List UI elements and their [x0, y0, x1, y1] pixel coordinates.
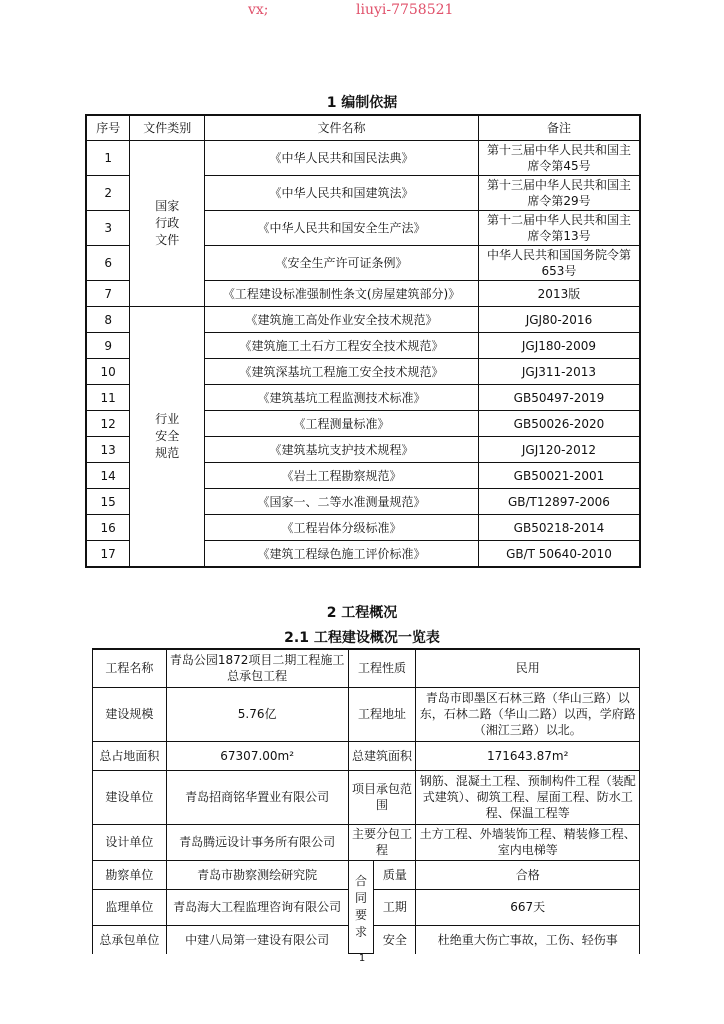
value-subcontract: 土方工程、外墙装饰工程、精装修工程、室内电梯等 — [416, 824, 640, 860]
value-project-name: 青岛公园1872项目二期工程施工总承包工程 — [166, 649, 348, 687]
value-building-area: 171643.87m² — [416, 741, 640, 770]
label-general-contractor: 总承包单位 — [93, 925, 167, 954]
value-owner: 青岛招商铭华置业有限公司 — [166, 770, 348, 824]
label-owner: 建设单位 — [93, 770, 167, 824]
row-number: 13 — [86, 437, 130, 463]
value-address: 青岛市即墨区石林三路（华山三路）以东，石林二路（华山二路）以西，学府路（湘江三路）以北。 — [416, 687, 640, 741]
document-note: GB50497-2019 — [478, 385, 640, 411]
watermark-left: vx; — [248, 2, 269, 18]
document-name: 《建筑深基坑工程施工安全技术规范》 — [205, 359, 479, 385]
value-supervisor: 青岛海大工程监理咨询有限公司 — [166, 889, 348, 925]
row-number: 10 — [86, 359, 130, 385]
document-name: 《建筑基坑支护技术规程》 — [205, 437, 479, 463]
watermark-right: liuyi-7758521 — [356, 2, 454, 18]
value-surveyor: 青岛市勘察测绘研究院 — [166, 860, 348, 889]
document-category: 行业 安全 规范 — [130, 307, 205, 568]
label-quality: 质量 — [374, 860, 416, 889]
section-1-title: 1 编制依据 — [326, 95, 398, 111]
row-number: 15 — [86, 489, 130, 515]
label-supervisor: 监理单位 — [93, 889, 167, 925]
document-name: 《工程岩体分级标准》 — [205, 515, 479, 541]
row-number: 2 — [86, 176, 130, 211]
table-header-row — [86, 115, 640, 141]
document-note: JGJ80-2016 — [478, 307, 640, 333]
document-name: 《工程建设标准强制性条文(房屋建筑部分)》 — [205, 281, 479, 307]
document-note: GB/T12897-2006 — [478, 489, 640, 515]
document-name: 《建筑工程绿色施工评价标准》 — [205, 541, 479, 568]
document-name: 《建筑施工土石方工程安全技术规范》 — [205, 333, 479, 359]
column-header: 文件类别 — [130, 115, 205, 141]
section-2-1-subtitle: 2.1 工程建设概况一览表 — [284, 630, 440, 646]
label-duration: 工期 — [374, 889, 416, 925]
row-number: 14 — [86, 463, 130, 489]
document-note: JGJ311-2013 — [478, 359, 640, 385]
document-name: 《中华人民共和国民法典》 — [205, 141, 479, 176]
document-note: 中华人民共和国国务院令第653号 — [478, 246, 640, 281]
document-name: 《中华人民共和国建筑法》 — [205, 176, 479, 211]
document-note: GB50021-2001 — [478, 463, 640, 489]
row-number: 11 — [86, 385, 130, 411]
value-designer: 青岛腾远设计事务所有限公司 — [166, 824, 348, 860]
value-land-area: 67307.00m² — [166, 741, 348, 770]
document-name: 《国家一、二等水准测量规范》 — [205, 489, 479, 515]
label-address: 工程地址 — [348, 687, 416, 741]
row-number: 3 — [86, 211, 130, 246]
document-name: 《岩土工程勘察规范》 — [205, 463, 479, 489]
label-building-area: 总建筑面积 — [348, 741, 416, 770]
document-note: 2013版 — [478, 281, 640, 307]
table-row — [86, 141, 640, 176]
label-designer: 设计单位 — [93, 824, 167, 860]
document-note: 第十二届中华人民共和国主席令第13号 — [478, 211, 640, 246]
section-2-title: 2 工程概况 — [326, 605, 398, 621]
row-number: 17 — [86, 541, 130, 568]
row-number: 6 — [86, 246, 130, 281]
document-name: 《工程测量标准》 — [205, 411, 479, 437]
document-name: 《安全生产许可证条例》 — [205, 246, 479, 281]
value-duration: 667天 — [416, 889, 640, 925]
row-number: 7 — [86, 281, 130, 307]
overview-table — [92, 648, 640, 954]
basis-table — [85, 114, 641, 568]
value-project-nature: 民用 — [416, 649, 640, 687]
document-name: 《中华人民共和国安全生产法》 — [205, 211, 479, 246]
table-row — [86, 307, 640, 333]
row-number: 1 — [86, 141, 130, 176]
label-land-area: 总占地面积 — [93, 741, 167, 770]
label-surveyor: 勘察单位 — [93, 860, 167, 889]
column-header: 备注 — [478, 115, 640, 141]
column-header: 序号 — [86, 115, 130, 141]
value-scale: 5.76亿 — [166, 687, 348, 741]
document-category: 国家 行政 文件 — [130, 141, 205, 307]
row-number: 16 — [86, 515, 130, 541]
value-general-contractor: 中建八局第一建设有限公司 — [166, 925, 348, 954]
value-safety: 杜绝重大伤亡事故，工伤、轻伤事 — [416, 925, 640, 954]
watermark — [0, 2, 724, 20]
row-number: 8 — [86, 307, 130, 333]
document-note: 第十三届中华人民共和国主席令第45号 — [478, 141, 640, 176]
label-project-name: 工程名称 — [93, 649, 167, 687]
document-note: GB/T 50640-2010 — [478, 541, 640, 568]
row-number: 9 — [86, 333, 130, 359]
page-number: 1 — [358, 953, 366, 964]
label-safety: 安全 — [374, 925, 416, 954]
row-number: 12 — [86, 411, 130, 437]
label-scale: 建设规模 — [93, 687, 167, 741]
label-subcontract: 主要分包工程 — [348, 824, 416, 860]
value-quality: 合格 — [416, 860, 640, 889]
document-name: 《建筑基坑工程监测技术标准》 — [205, 385, 479, 411]
document-name: 《建筑施工高处作业安全技术规范》 — [205, 307, 479, 333]
document-note: GB50218-2014 — [478, 515, 640, 541]
value-scope: 钢筋、混凝土工程、预制构件工程（装配式建筑）、砌筑工程、屋面工程、防水工程、保温工程等 — [416, 770, 640, 824]
label-contract-requirements: 合 同 要 求 — [348, 860, 374, 954]
label-project-nature: 工程性质 — [348, 649, 416, 687]
document-note: JGJ120-2012 — [478, 437, 640, 463]
document-note: 第十三届中华人民共和国主席令第29号 — [478, 176, 640, 211]
label-scope: 项目承包范围 — [348, 770, 416, 824]
column-header: 文件名称 — [205, 115, 479, 141]
document-note: JGJ180-2009 — [478, 333, 640, 359]
document-note: GB50026-2020 — [478, 411, 640, 437]
